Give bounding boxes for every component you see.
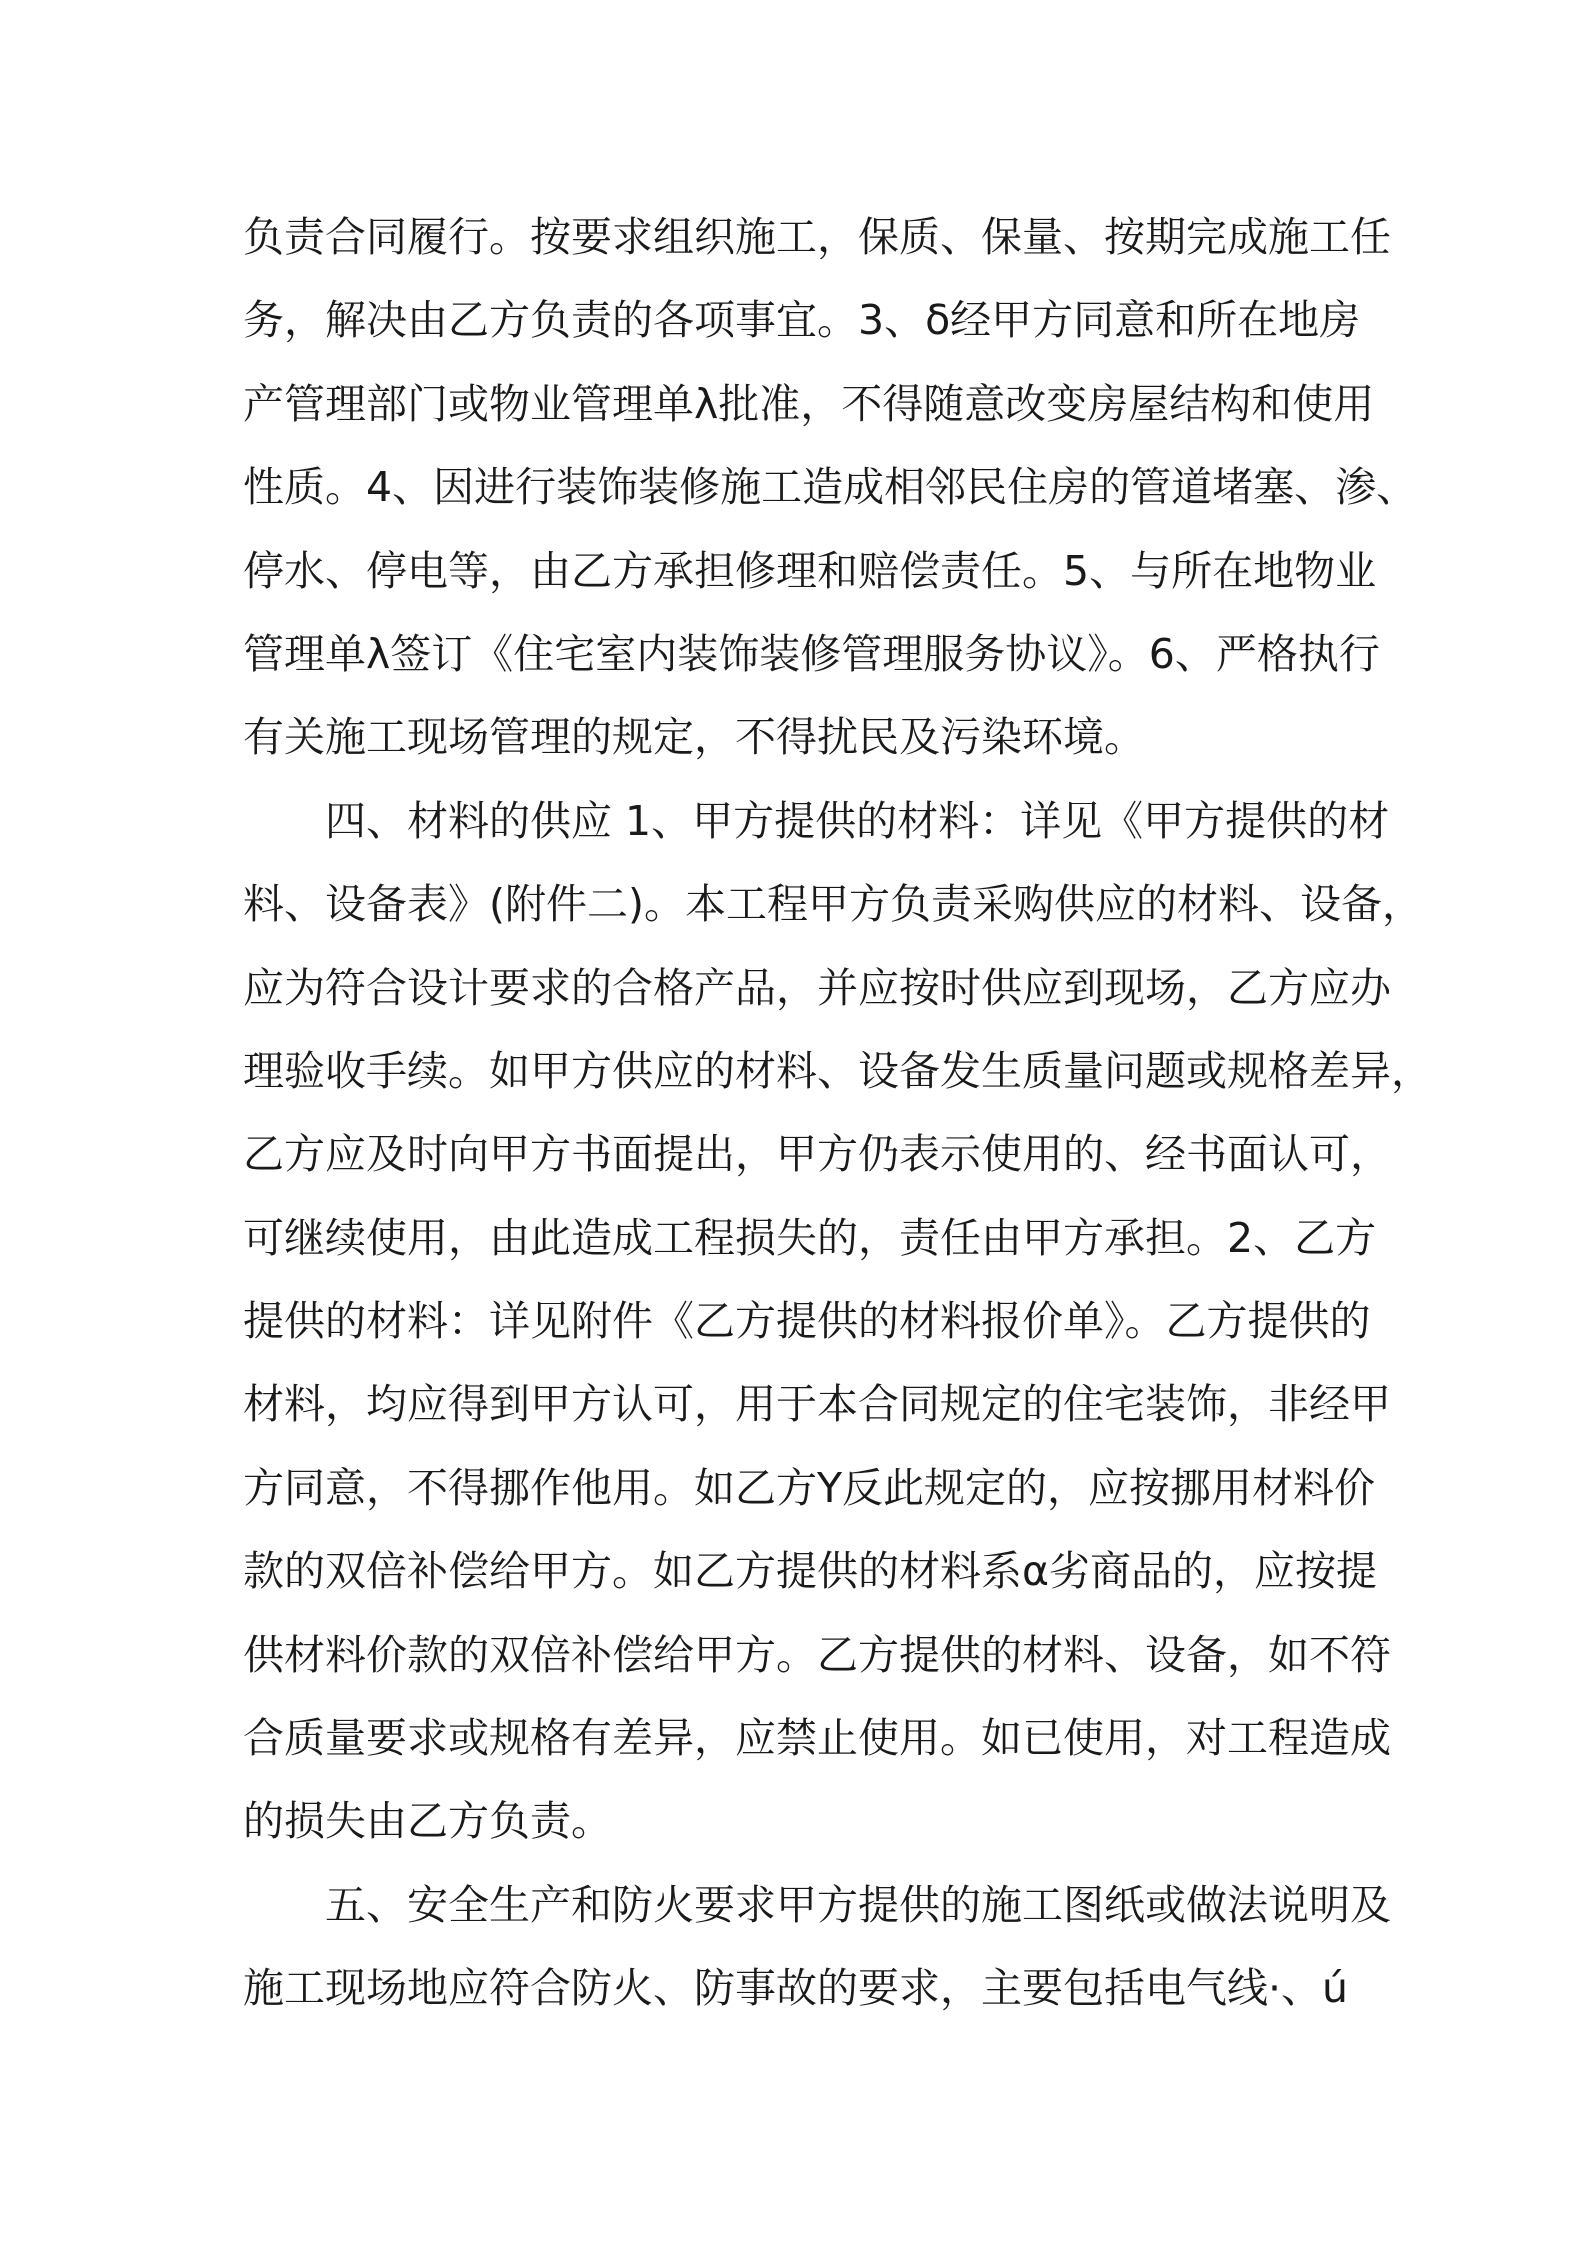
text-line: 款的双倍补偿给甲方。如乙方提供的材料系α劣商品的，应按提 — [243, 1547, 1378, 1596]
section-heading-materials: 四、材料的供应 1、甲方提供的材料：详见《甲方提供的材 — [325, 796, 1390, 845]
text-line: 提供的材料：详见附件《乙方提供的材料报价单》。乙方提供的 — [243, 1297, 1371, 1346]
text-line: 供材料价款的双倍补偿给甲方。乙方提供的材料、设备，如不符 — [243, 1630, 1391, 1679]
text-line: 理验收手续。如甲方供应的材料、设备发生质量问题或规格差异， — [243, 1046, 1432, 1095]
text-line: 停水、停电等，由乙方承担修理和赔偿责任。5、与所在地物业 — [243, 546, 1377, 595]
text-line: 可继续使用，由此造成工程损失的，责任由甲方承担。2、乙方 — [243, 1213, 1377, 1262]
text-line: 负责合同履行。按要求组织施工，保质、保量、按期完成施工任 — [243, 213, 1391, 261]
text-line: 乙方应及时向甲方书面提出，甲方仍表示使用的、经书面认可， — [243, 1130, 1391, 1179]
text-line: 合质量要求或规格有差异，应禁止使用。如已使用，对工程造成 — [243, 1714, 1391, 1763]
text-line: 有关施工现场管理的规定，不得扰民及污染环境。 — [243, 713, 1145, 762]
text-line: 的损失由乙方负责。 — [243, 1797, 612, 1846]
text-line: 方同意，不得挪作他用。如乙方Y反此规定的，应按挪用材料价 — [243, 1463, 1376, 1512]
text-line: 产管理部门或物业管理单λ批准，不得随意改变房屋结构和使用 — [243, 379, 1375, 428]
text-line: 施工现场地应符合防火、防事故的要求，主要包括电气线·、ú — [243, 1964, 1349, 2013]
text-line: 材料，均应得到甲方认可，用于本合同规定的住宅装饰，非经甲 — [243, 1380, 1391, 1429]
section-heading-safety: 五、安全生产和防火要求甲方提供的施工图纸或做法说明及 — [325, 1880, 1391, 1929]
text-line: 料、设备表》(附件二)。本工程甲方负责采购供应的材料、设备， — [243, 880, 1423, 929]
text-line: 性质。4、因进行装饰装修施工造成相邻民住房的管道堵塞、渗、 — [243, 463, 1418, 512]
text-line: 务，解决由乙方负责的各项事宜。3、δ经甲方同意和所在地房 — [243, 296, 1361, 345]
text-line: 应为符合设计要求的合格产品，并应按时供应到现场，乙方应办 — [243, 963, 1391, 1012]
text-line: 管理单λ签订《住宅室内装饰装修管理服务协议》。6、严格执行 — [243, 629, 1380, 678]
contract-body-text — [243, 196, 1432, 2031]
